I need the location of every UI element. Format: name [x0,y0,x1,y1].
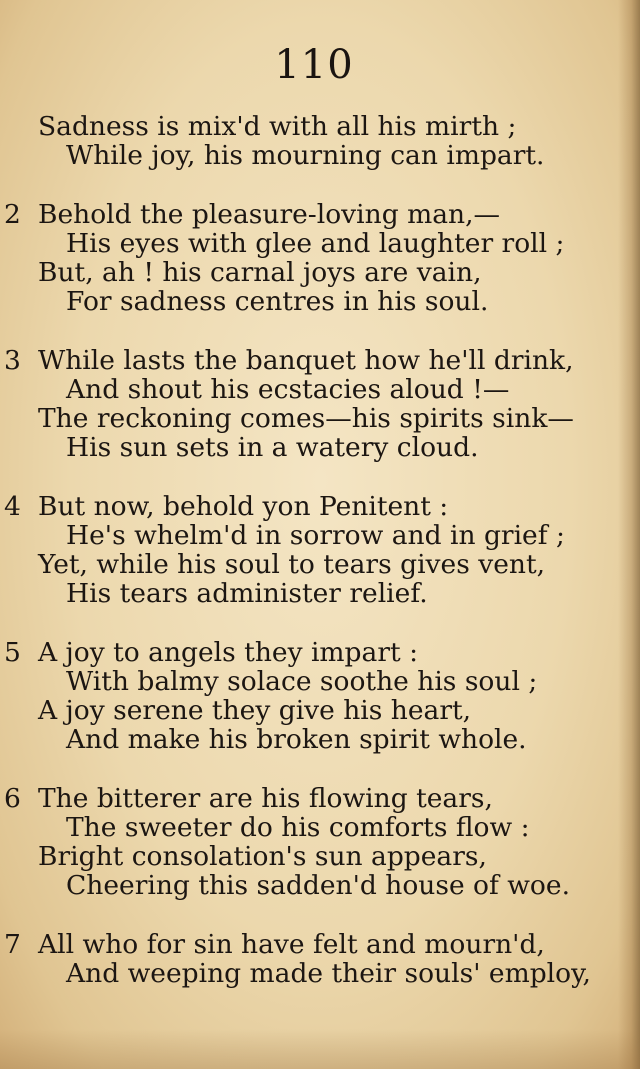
verse-line: For sadness centres in his soul. [66,286,489,317]
stanza-number: 3 [4,345,21,376]
verse-line: Sadness is mix'd with all his mirth ; [38,111,517,142]
verse-line: The reckoning comes—his spirits sink— [38,403,574,434]
page-bottom-shadow [0,1029,640,1069]
verse-line: 2 Behold the pleasure-loving man,— [4,199,501,230]
stanza-4 [0,492,630,608]
verse-line: 4 But now, behold yon Penitent : [4,491,449,522]
verse-line: A joy serene they give his heart, [38,695,472,726]
verse-line: His sun sets in a watery cloud. [66,432,479,463]
verse-line: His tears administer relief. [66,578,428,609]
verse-line: Bright consolation's sun appears, [38,841,487,872]
verse-line: Yet, while his soul to tears gives vent, [38,549,546,580]
verse-line: 7 All who for sin have felt and mourn'd, [4,929,545,960]
verse-line: He's whelm'd in sorrow and in grief ; [66,520,565,551]
verse-line: With balmy solace soothe his soul ; [66,666,538,697]
verse-line: And weeping made their souls' employ, [66,958,591,989]
stanza-3 [0,346,630,462]
stanza-continuation [0,112,630,170]
verse-line: 5 A joy to angels they impart : [4,637,418,668]
stanza-6 [0,784,630,900]
stanza-2 [0,200,630,316]
stanza-number: 5 [4,637,21,668]
stanza-5 [0,638,630,754]
verse-line: 3 While lasts the banquet how he'll drink, [4,345,574,376]
verse-line: Cheering this sadden'd house of woe. [66,870,570,901]
verse-line: And shout his ecstacies aloud !— [66,374,510,405]
verse-line: But, ah ! his carnal joys are vain, [38,257,482,288]
stanza-number: 6 [4,783,21,814]
stanza-number: 2 [4,199,21,230]
verse-line: His eyes with glee and laughter roll ; [66,228,565,259]
verse-line: The sweeter do his comforts flow : [66,812,530,843]
verse-line: And make his broken spirit whole. [66,724,527,755]
stanza-number: 7 [4,929,21,960]
stanza-7 [0,930,630,988]
verse-line: While joy, his mourning can impart. [66,140,545,171]
stanza-number: 4 [4,491,21,522]
page-number: 110 [274,42,354,88]
hymn-text [0,112,630,988]
verse-line: 6 The bitterer are his flowing tears, [4,783,493,814]
